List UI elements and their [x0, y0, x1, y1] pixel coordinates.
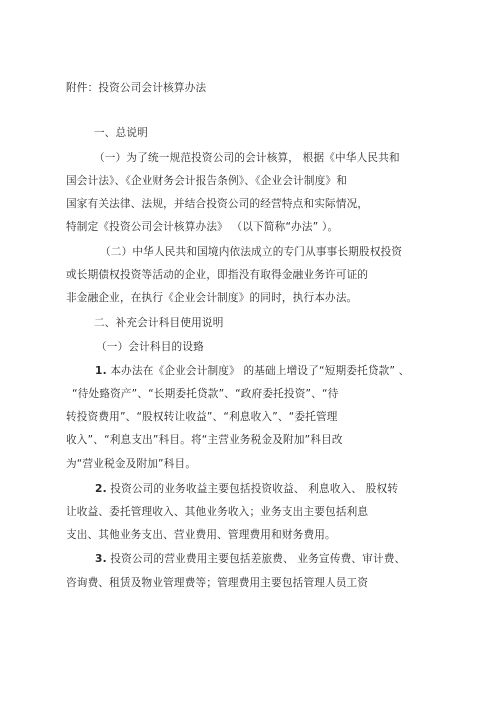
subsection-heading: （一）会计科目的设臵 [96, 341, 204, 353]
item-text: 投资公司的营业费用主要包括差旅费、 业务宣传费、审计费、 [110, 553, 406, 565]
paragraph-line: 非金融企业，在执行《企业会计制度》的同时，执行本办法。 [66, 292, 358, 304]
item-3-line [95, 552, 405, 566]
paragraph-line: 让收益、委托管理收入、其他业务收入；业务支出主要包括利息 [66, 506, 369, 518]
item-2-line [95, 482, 398, 496]
paragraph-line: 或长期债权投资等活动的企业，即指没有取得金融业务许可证的 [66, 269, 369, 281]
paragraph-line: 转投资费用”、“股权转让收益”、“利息收入”、“委托管理 [66, 411, 338, 423]
paragraph-line: 咨询费、租赁及物业管理费等；管理费用主要包括管理人员工资 [66, 577, 369, 589]
item-number: 1. [95, 365, 107, 377]
paragraph-line: 特制定《投资公司会计核算办法》 （以下简称“办法” ）。 [66, 221, 339, 233]
paragraph-line: 支出、其他业务支出、营业费用、管理费用和财务费用。 [66, 529, 336, 541]
paragraph-line: 收入”、“利息支出”科目。将“主营业务税金及附加”科目改 [66, 434, 343, 446]
paragraph-line: （二）中华人民共和国境内依法成立的专门从事事长期股权投资 [100, 246, 403, 258]
paragraph-line: 国家有关法律、法规，并结合投资公司的经营特点和实际情况， [66, 198, 369, 210]
paragraph-line: （一）为了统一规范投资公司的会计核算， 根据《中华人民共和 [94, 152, 400, 164]
item-number: 2. [95, 483, 107, 495]
paragraph-line: “待处臵资产”、“长期委托贷款”、“政府委托投资”、“待 [72, 388, 339, 400]
paragraph-line: 为“营业税金及附加”科目。 [66, 458, 197, 470]
paragraph-line: 国会计法》、《企业财务会计报告条例》、《企业会计制度》和 [66, 175, 348, 187]
document-title: 附件：投资公司会计核算办法 [66, 82, 207, 94]
item-1-line [95, 364, 410, 378]
item-number: 3. [95, 553, 107, 565]
item-text: 投资公司的业务收益主要包括投资收益、 利息收入、 股权转 [110, 483, 399, 495]
item-text: 本办法在《企业会计制度》 的基础上增设了“短期委托贷款” 、 [110, 365, 410, 377]
section-heading-general: 一、总说明 [94, 127, 148, 139]
section-heading-accounts: 二、补充会计科目使用说明 [94, 317, 224, 329]
